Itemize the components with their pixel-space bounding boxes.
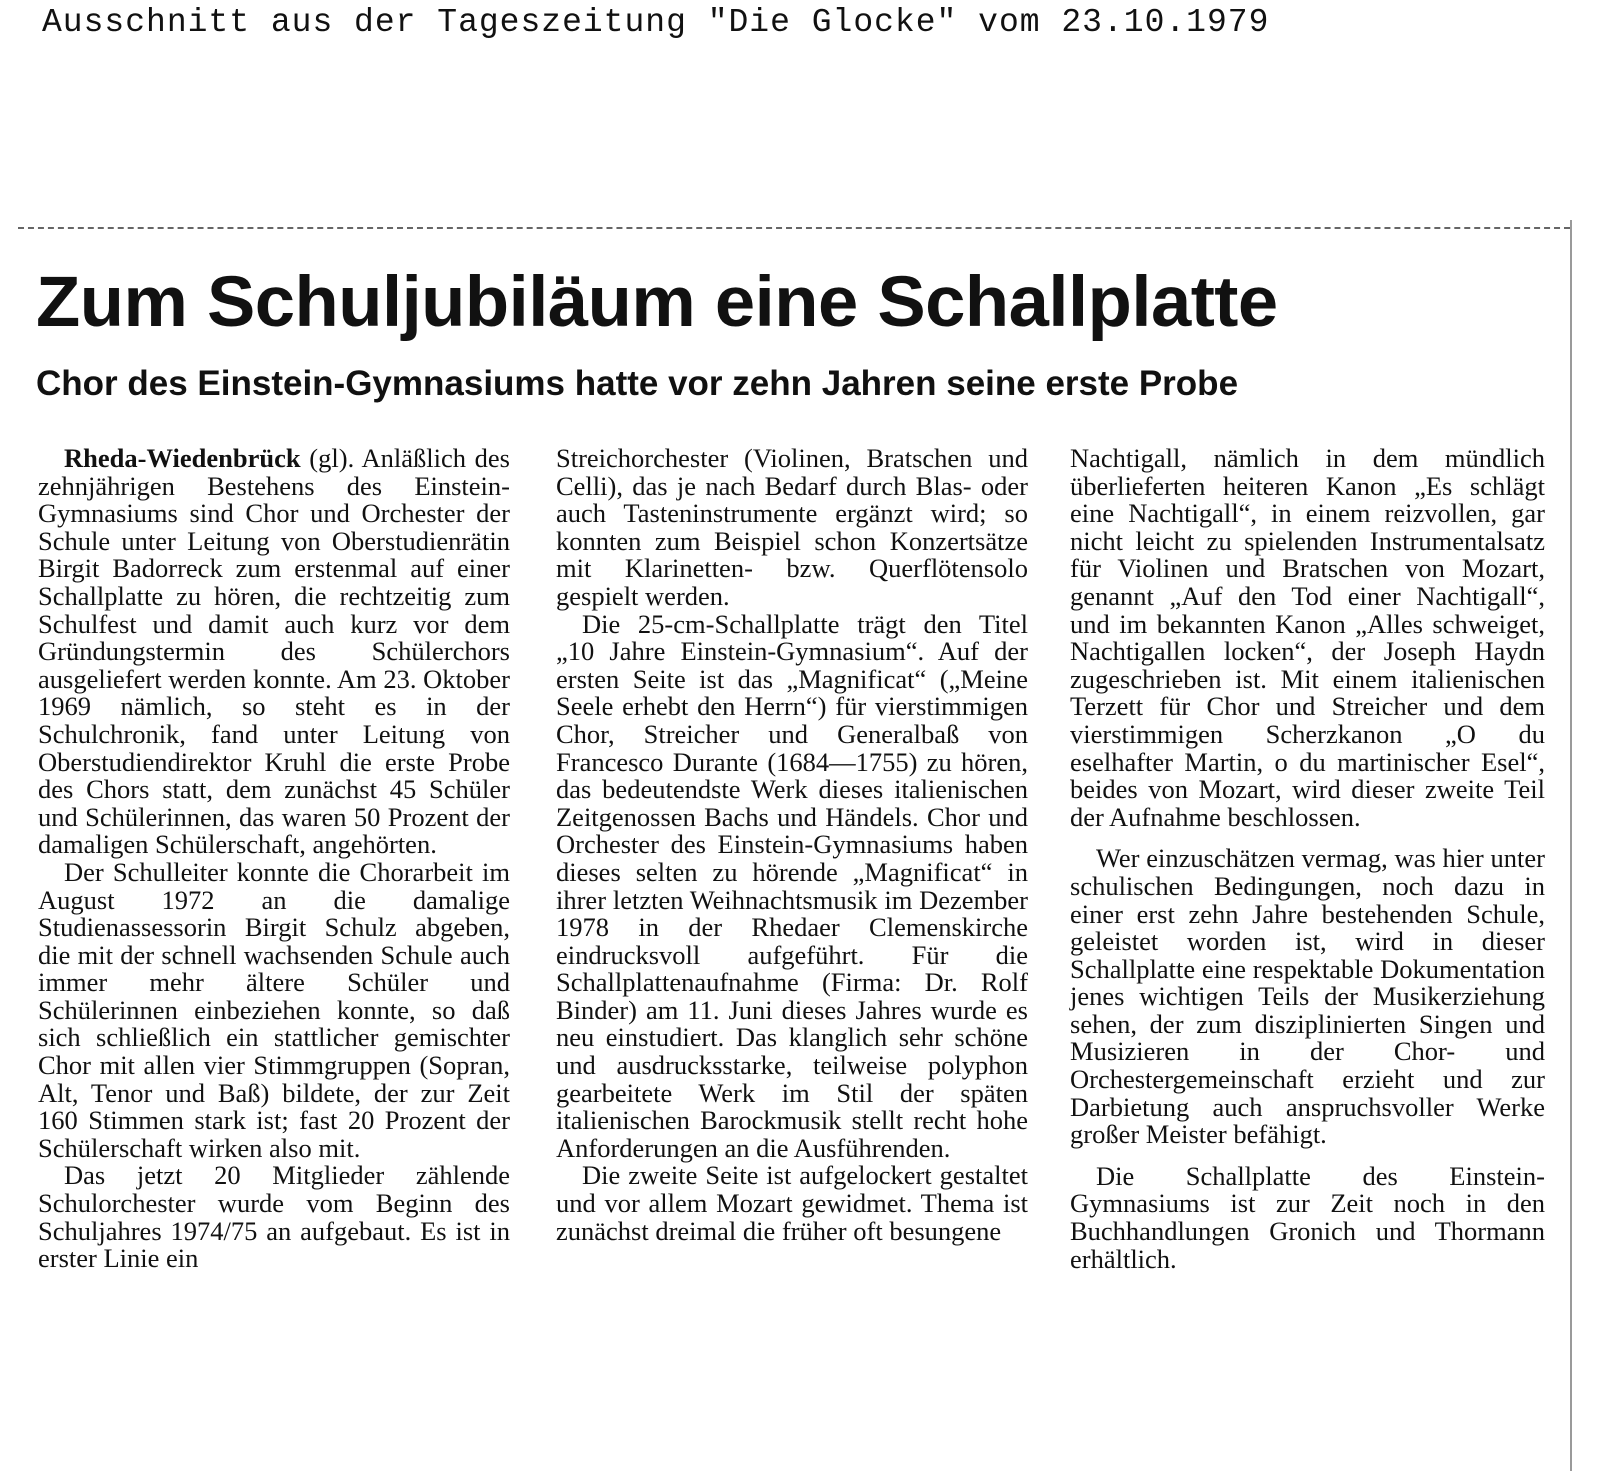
- article-paragraph: Das jetzt 20 Mitglieder zählende Schulorchester wurde vom Beginn des Schuljahres 1974/75 an aufgebaut. Es ist in erster Linie ein: [38, 1160, 510, 1274]
- text-column-2: [556, 445, 1028, 1245]
- separator-rule: [18, 227, 1570, 229]
- article-subheadline: Chor des Einstein-Gymnasiums hatte vor zehn Jahren seine erste Probe: [36, 364, 1239, 403]
- clipping-caption: Ausschnitt aus der Tageszeitung "Die Glocke" vom 23.10.1979: [42, 4, 1270, 41]
- article-paragraph: Nachtigall, nämlich in dem mündlich überlieferten heiteren Kanon „Es schlägt eine Nachtigall“, in einem reizvollen, gar nicht leicht zu spielenden Instrumentalsatz für Violinen und Bratschen von Mozart, genannt „Auf den Tod einer Nachtigall“, und im bekannten Kanon „Alles schweiget, Nachtigallen locken“, der Joseph Haydn zugeschrieben ist. Mit einem italienischen Terzett für Chor und Streicher und dem vierstimmigen Scherzkanon „O du eselhafter Martin, o du martinischer Esel“, beides von Mozart, wird dieser zweite Teil der Aufnahme beschlossen.: [1070, 443, 1545, 832]
- article-paragraph: Streichorchester (Violinen, Bratschen und Celli), das je nach Bedarf durch Blas- oder auch Tasteninstrumente ergänzt wird; so konnten zum Beispiel schon Konzertsätze mit Klarinetten- bzw. Querflötensolo gespielt werden.: [556, 443, 1028, 611]
- article-paragraph: Die 25-cm-Schallplatte trägt den Titel „10 Jahre Einstein-Gymnasium“. Auf der ersten Seite ist das „Magnificat“ („Meine Seele erhebt den Herrn“) für vierstimmigen Chor, Streicher und Generalbaß von Francesco Durante (1684—1755) zu hören, das bedeutendste Werk dieses italienischen Zeitgenossen Bachs und Händels. Chor und Orchester des Einstein-Gymnasiums haben dieses selten zu hörende „Magnificat“ in ihrer letzten Weihnachtsmusik im Dezember 1978 in der Rhedaer Clemenskirche eindrucksvoll aufgeführt. Für die Schallplattenaufnahme (Firma: Dr. Rolf Binder) am 11. Juni dieses Jahres wurde es neu einstudiert. Das klanglich sehr schöne und ausdrucksstarke, teilweise polyphon gearbeitete Werk im Stil der späten italienischen Barockmusik stellt recht hohe Anforderungen an die Ausführenden.: [556, 608, 1028, 1163]
- article-paragraph: Die zweite Seite ist aufgelockert gestaltet und vor allem Mozart gewidmet. Thema ist zunächst dreimal die früher oft besungene: [556, 1160, 1028, 1246]
- article-paragraph: Rheda-Wiedenbrück (gl). Anläßlich des zehnjährigen Bestehens des Einstein-Gymnasiums sind Chor und Orchester der Schule unter Leitung von Oberstudienrätin Birgit Badorreck zum erstenmal auf einer Schallplatte zu hören, die rechtzeitig zum Schulfest und damit auch kurz vor dem Gründungstermin des Schülerchors ausgeliefert werden konnte. Am 23. Oktober 1969 nämlich, so steht es in der Schulchronik, fand unter Leitung von Oberstudiendirektor Kruhl die erste Probe des Chors statt, dem zunächst 45 Schüler und Schülerinnen, das waren 50 Prozent der damaligen Schülerschaft, angehörten.: [38, 443, 510, 860]
- article-paragraph: Der Schulleiter konnte die Chorarbeit im August 1972 an die damalige Studienassessorin Birgit Schulz abgeben, die mit der schnell wachsenden Schule auch immer mehr ältere Schüler und Schülerinnen einbeziehen konnte, so daß sich schließlich ein stattlicher gemischter Chor mit allen vier Stimmgruppen (Sopran, Alt, Tenor und Baß) bildete, der zur Zeit 160 Stimmen stark ist; fast 20 Prozent der Schülerschaft wirken also mit.: [38, 856, 510, 1163]
- article-paragraph: Wer einzuschätzen vermag, was hier unter schulischen Bedingungen, noch dazu in einer erst zehn Jahre bestehenden Schule, geleistet worden ist, wird in dieser Schallplatte eine respektable Dokumentation jenes wichtigen Teils der Musikerziehung sehen, der zum disziplinierten Singen und Musizieren in der Chor- und Orchestergemeinschaft erzieht und zur Darbietung auch anspruchsvoller Werke großer Meister befähigt.: [1070, 843, 1545, 1150]
- clipping-edge: [1570, 220, 1572, 1471]
- article-paragraph: Die Schallplatte des Einstein-Gymnasiums ist zur Zeit noch in den Buchhandlungen Gronich und Thormann erhältlich.: [1070, 1160, 1545, 1274]
- article-headline: Zum Schuljubiläum eine Schallplatte: [36, 263, 1278, 342]
- article-dateline: Rheda-Wiedenbrück: [64, 443, 301, 473]
- text-column-3: [1070, 445, 1545, 1273]
- text-column-1: [38, 445, 510, 1273]
